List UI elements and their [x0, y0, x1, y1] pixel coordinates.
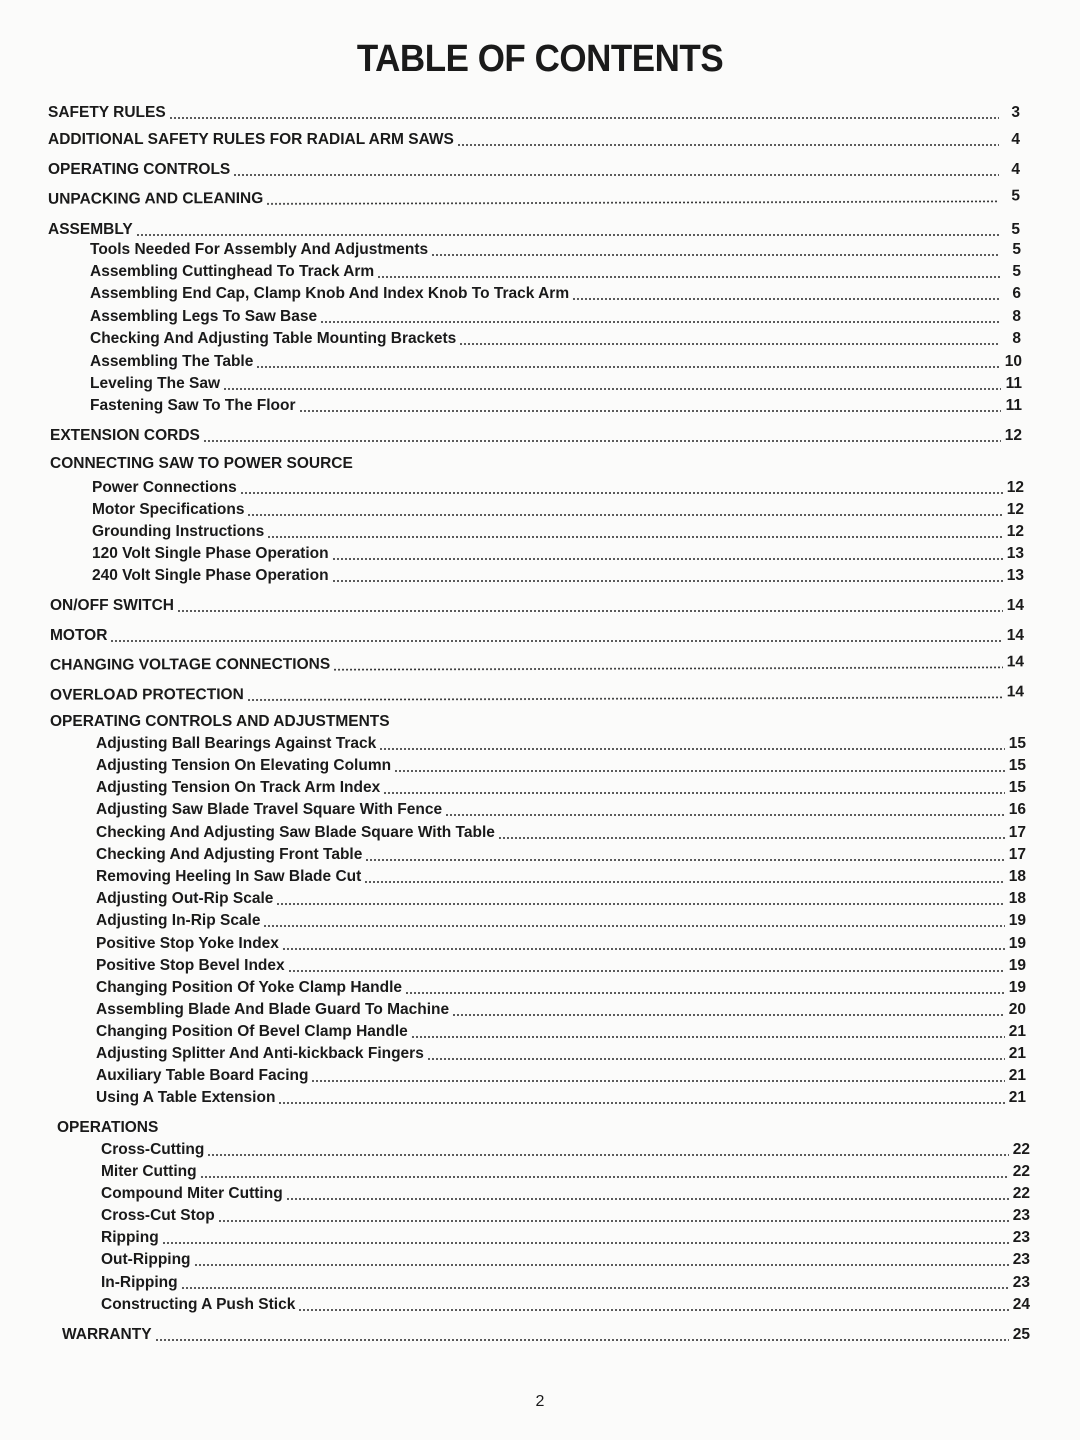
dot-leader	[218, 1220, 1009, 1222]
dot-leader	[203, 440, 1001, 442]
toc-entry-label: WARRANTY	[62, 1326, 152, 1343]
dot-leader	[365, 859, 1005, 861]
dot-leader	[266, 200, 999, 205]
toc-section-entry[interactable]	[62, 1325, 1030, 1345]
dot-leader	[286, 1198, 1009, 1200]
dot-leader	[405, 992, 1005, 994]
toc-entry-page: 12	[1004, 427, 1022, 444]
toc-subsection-entry[interactable]	[92, 544, 1024, 564]
toc-entry-page: 5	[1011, 221, 1020, 238]
toc-subsection-entry[interactable]	[101, 1250, 1030, 1270]
toc-entry-label: Power Connections	[92, 479, 237, 496]
dot-leader	[240, 492, 1003, 494]
dot-leader	[572, 298, 1000, 300]
toc-entry-label: 120 Volt Single Phase Operation	[92, 545, 329, 562]
toc-subsection-entry[interactable]	[96, 911, 1026, 931]
dot-leader	[207, 1154, 1009, 1156]
toc-section-entry[interactable]	[50, 652, 1024, 675]
toc-section-entry[interactable]	[48, 160, 1020, 180]
toc-entry-page: 19	[1008, 912, 1026, 929]
toc-entry-page: 17	[1008, 846, 1026, 863]
dot-leader	[247, 696, 1003, 701]
dot-leader	[136, 234, 999, 236]
toc-entry-page: 14	[1006, 653, 1025, 671]
toc-entry-page: 10	[1004, 353, 1022, 370]
toc-section-entry[interactable]	[48, 186, 1020, 209]
toc-entry-page: 24	[1012, 1296, 1030, 1313]
toc-entry-label: Cross-Cut Stop	[101, 1207, 215, 1224]
dot-leader	[332, 558, 1003, 560]
toc-subsection-entry[interactable]	[90, 307, 1021, 327]
toc-subsection-entry[interactable]	[92, 478, 1024, 498]
dot-leader	[288, 970, 1005, 972]
dot-leader	[169, 117, 999, 119]
toc-subsection-entry[interactable]	[96, 978, 1026, 998]
toc-entry-label: Using A Table Extension	[96, 1089, 276, 1106]
toc-entry-page: 23	[1012, 1251, 1030, 1268]
toc-entry-label: CHANGING VOLTAGE CONNECTIONS	[49, 655, 331, 674]
toc-entry-label: EXTENSION CORDS	[50, 427, 200, 444]
toc-subsection-entry[interactable]	[90, 374, 1022, 394]
dot-leader	[320, 321, 1000, 323]
dot-leader	[110, 640, 1003, 642]
dot-leader	[457, 144, 999, 146]
toc-entry-label: MOTOR	[50, 627, 108, 644]
dot-leader	[233, 174, 999, 176]
toc-section-entry[interactable]	[50, 454, 1022, 474]
toc-entry-label: Adjusting Ball Bearings Against Track	[96, 735, 377, 752]
toc-entry-label: Assembling Cuttinghead To Track Arm	[90, 263, 375, 280]
toc-entry-label: OPERATING CONTROLS	[48, 161, 231, 178]
toc-subsection-entry[interactable]	[96, 823, 1026, 843]
toc-subsection-entry[interactable]	[90, 329, 1021, 349]
toc-entry-label: Tools Needed For Assembly And Adjustments	[90, 241, 429, 258]
toc-subsection-entry[interactable]	[90, 352, 1022, 372]
toc-entry-page: 17	[1008, 824, 1026, 841]
toc-entry-page: 6	[1012, 285, 1021, 302]
toc-entry-page: 23	[1012, 1229, 1030, 1246]
toc-entry-label: Changing Position Of Bevel Clamp Handle	[96, 1023, 408, 1040]
toc-section-entry[interactable]	[50, 626, 1024, 646]
toc-entry-label: Checking And Adjusting Saw Blade Square With Table	[96, 824, 495, 841]
toc-entry-label: UNPACKING AND CLEANING	[47, 189, 264, 208]
toc-entry-label: Auxiliary Table Board Facing	[96, 1067, 309, 1084]
toc-entry-page: 15	[1008, 779, 1026, 796]
dot-leader	[498, 837, 1005, 839]
toc-entry-label: Checking And Adjusting Front Table	[96, 846, 363, 863]
toc-subsection-entry[interactable]	[96, 1066, 1026, 1086]
toc-section-entry[interactable]	[50, 682, 1024, 705]
dot-leader	[282, 948, 1005, 950]
toc-entry-page: 4	[1011, 131, 1020, 148]
toc-entry-label: Adjusting In-Rip Scale	[96, 912, 261, 929]
toc-entry-page: 15	[1008, 757, 1026, 774]
toc-section-entry[interactable]	[48, 103, 1020, 123]
toc-entry-page: 11	[1005, 375, 1022, 392]
toc-entry-page: 14	[1006, 627, 1024, 644]
toc-entry-label: Assembling End Cap, Clamp Knob And Index Knob To Track Arm	[90, 285, 570, 302]
toc-entry-label: Ripping	[101, 1229, 159, 1246]
toc-entry-label: Adjusting Tension On Track Arm Index	[96, 779, 381, 796]
toc-subsection-entry[interactable]	[96, 734, 1026, 754]
toc-entry-page: 23	[1012, 1207, 1030, 1224]
toc-subsection-entry[interactable]	[101, 1228, 1030, 1248]
toc-section-entry[interactable]	[50, 426, 1022, 446]
toc-subsection-entry[interactable]	[96, 800, 1026, 820]
toc-subsection-entry[interactable]	[92, 566, 1024, 586]
toc-subsection-entry[interactable]	[96, 889, 1026, 909]
toc-entry-page: 13	[1006, 545, 1024, 562]
dot-leader	[332, 580, 1003, 582]
toc-entry-label: Assembling Blade And Blade Guard To Machine	[96, 1001, 450, 1018]
toc-entry-page: 21	[1008, 1067, 1026, 1084]
dot-leader	[427, 1058, 1005, 1060]
toc-entry-label: Assembling Legs To Saw Base	[90, 308, 318, 325]
toc-entry-page: 14	[1006, 597, 1024, 614]
toc-entry-page: 21	[1008, 1045, 1026, 1062]
toc-subsection-entry[interactable]	[92, 500, 1024, 520]
toc-subsection-entry[interactable]	[96, 1088, 1026, 1108]
toc-entry-label: Grounding Instructions	[92, 523, 265, 540]
toc-entry-label: Removing Heeling In Saw Blade Cut	[96, 868, 362, 885]
toc-entry-label: OVERLOAD PROTECTION	[49, 686, 244, 704]
toc-entry-label: Positive Stop Yoke Index	[96, 935, 279, 952]
toc-section-entry[interactable]	[50, 596, 1024, 616]
toc-entry-label: ADDITIONAL SAFETY RULES FOR RADIAL ARM SAWS	[48, 131, 454, 148]
toc-entry-page: 5	[1012, 241, 1021, 258]
dot-leader	[445, 814, 1005, 816]
dot-leader	[411, 1036, 1005, 1038]
toc-entry-page: 11	[1005, 397, 1022, 414]
toc-entry-page: 21	[1008, 1023, 1026, 1040]
toc-entry-label: Motor Specifications	[92, 501, 245, 518]
toc-entry-label: Leveling The Saw	[90, 375, 221, 392]
toc-entry-page: 20	[1008, 1001, 1026, 1018]
toc-entry-label: ON/OFF SWITCH	[50, 597, 174, 614]
toc-subsection-entry[interactable]	[101, 1140, 1030, 1160]
dot-leader	[278, 1102, 1005, 1104]
dot-leader	[276, 903, 1005, 905]
toc-entry-page: 5	[1012, 263, 1021, 280]
dot-leader	[194, 1264, 1009, 1266]
page-title: TABLE OF CONTENTS	[356, 38, 724, 80]
toc-subsection-entry[interactable]	[96, 1022, 1026, 1042]
dot-leader	[377, 276, 1000, 278]
dot-leader	[311, 1080, 1005, 1082]
page-number: 2	[535, 1393, 545, 1410]
dot-leader	[298, 1309, 1009, 1311]
toc-subsection-entry[interactable]	[90, 240, 1021, 260]
toc-subsection-entry[interactable]	[90, 396, 1022, 416]
toc-entry-label: Out-Ripping	[101, 1251, 191, 1268]
toc-entry-page: 22	[1012, 1141, 1030, 1158]
toc-entry-page: 19	[1008, 935, 1026, 952]
toc-entry-label: Adjusting Tension On Elevating Column	[96, 757, 392, 774]
dot-leader	[267, 536, 1003, 538]
toc-entry-page: 21	[1008, 1089, 1026, 1106]
dot-leader	[181, 1287, 1009, 1289]
toc-subsection-entry[interactable]	[96, 934, 1026, 954]
dot-leader	[162, 1242, 1009, 1244]
toc-entry-label: Adjusting Saw Blade Travel Square With Fence	[96, 801, 443, 818]
toc-entry-page: 25	[1012, 1326, 1030, 1343]
toc-entry-page: 14	[1006, 683, 1025, 701]
toc-entry-label: OPERATIONS	[57, 1119, 159, 1136]
dot-leader	[200, 1176, 1009, 1178]
toc-subsection-entry[interactable]	[90, 262, 1021, 282]
toc-entry-label: OPERATING CONTROLS AND ADJUSTMENTS	[50, 713, 390, 730]
toc-subsection-entry[interactable]	[101, 1184, 1030, 1204]
toc-entry-page: 22	[1012, 1163, 1030, 1180]
toc-subsection-entry[interactable]	[96, 867, 1026, 887]
dot-leader	[459, 343, 1000, 345]
toc-entry-page: 23	[1012, 1274, 1030, 1291]
toc-section-entry[interactable]	[48, 130, 1020, 150]
dot-leader	[379, 748, 1005, 750]
toc-entry-page: 12	[1006, 523, 1024, 540]
toc-entry-label: SAFETY RULES	[48, 104, 166, 121]
dot-leader	[452, 1014, 1005, 1016]
toc-entry-label: Constructing A Push Stick	[101, 1296, 296, 1313]
toc-entry-label: Checking And Adjusting Table Mounting Brackets	[90, 330, 457, 347]
toc-entry-page: 19	[1008, 957, 1026, 974]
toc-subsection-entry[interactable]	[90, 284, 1021, 304]
toc-subsection-entry[interactable]	[96, 845, 1026, 865]
toc-entry-page: 5	[1011, 187, 1021, 205]
dot-leader	[364, 881, 1005, 883]
toc-entry-label: Miter Cutting	[101, 1163, 197, 1180]
toc-entry-page: 4	[1011, 161, 1020, 178]
toc-entry-label: Adjusting Splitter And Anti-kickback Fingers	[96, 1045, 424, 1062]
toc-section-entry[interactable]	[50, 712, 1024, 732]
toc-entry-page: 12	[1006, 479, 1024, 496]
dot-leader	[247, 514, 1003, 516]
toc-entry-page: 8	[1012, 308, 1021, 325]
toc-entry-page: 3	[1011, 104, 1020, 121]
toc-entry-page: 15	[1008, 735, 1026, 752]
toc-section-entry[interactable]	[57, 1118, 1030, 1138]
toc-entry-label: 240 Volt Single Phase Operation	[92, 567, 329, 584]
toc-section-entry[interactable]	[48, 220, 1020, 240]
dot-leader	[177, 610, 1003, 612]
toc-entry-label: Cross-Cutting	[101, 1141, 205, 1158]
dot-leader	[223, 388, 1001, 390]
toc-entry-label: CONNECTING SAW TO POWER SOURCE	[50, 455, 353, 472]
toc-entry-page: 8	[1012, 330, 1021, 347]
toc-entry-page: 18	[1008, 868, 1026, 885]
toc-entry-page: 12	[1006, 501, 1024, 518]
toc-entry-label: Compound Miter Cutting	[101, 1185, 283, 1202]
toc-subsection-entry[interactable]	[96, 1044, 1026, 1064]
dot-leader	[431, 254, 1000, 256]
dot-leader	[394, 770, 1005, 772]
toc-subsection-entry[interactable]	[101, 1273, 1030, 1293]
toc-subsection-entry[interactable]	[96, 956, 1026, 976]
toc-entry-page: 13	[1006, 567, 1024, 584]
toc-entry-page: 18	[1008, 890, 1026, 907]
toc-entry-label: Positive Stop Bevel Index	[96, 957, 285, 974]
toc-entry-label: Assembling The Table	[90, 353, 254, 370]
toc-subsection-entry[interactable]	[101, 1162, 1030, 1182]
dot-leader	[263, 925, 1005, 927]
toc-entry-label: Fastening Saw To The Floor	[90, 397, 296, 414]
toc-subsection-entry[interactable]	[96, 1000, 1026, 1020]
toc-entry-label: Adjusting Out-Rip Scale	[96, 890, 274, 907]
toc-entry-page: 22	[1012, 1185, 1030, 1202]
dot-leader	[299, 410, 1001, 412]
toc-subsection-entry[interactable]	[92, 522, 1024, 542]
dot-leader	[256, 366, 1001, 368]
toc-subsection-entry[interactable]	[96, 778, 1026, 798]
toc-entry-page: 19	[1008, 979, 1026, 996]
toc-entry-label: Changing Position Of Yoke Clamp Handle	[96, 979, 403, 996]
toc-subsection-entry[interactable]	[101, 1295, 1030, 1315]
toc-entry-page: 16	[1008, 801, 1026, 818]
toc-subsection-entry[interactable]	[96, 756, 1026, 776]
toc-entry-label: ASSEMBLY	[48, 221, 133, 238]
dot-leader	[383, 792, 1005, 794]
toc-subsection-entry[interactable]	[101, 1206, 1030, 1226]
dot-leader	[333, 666, 1003, 670]
toc-entry-label: In-Ripping	[101, 1274, 178, 1291]
dot-leader	[155, 1339, 1009, 1341]
